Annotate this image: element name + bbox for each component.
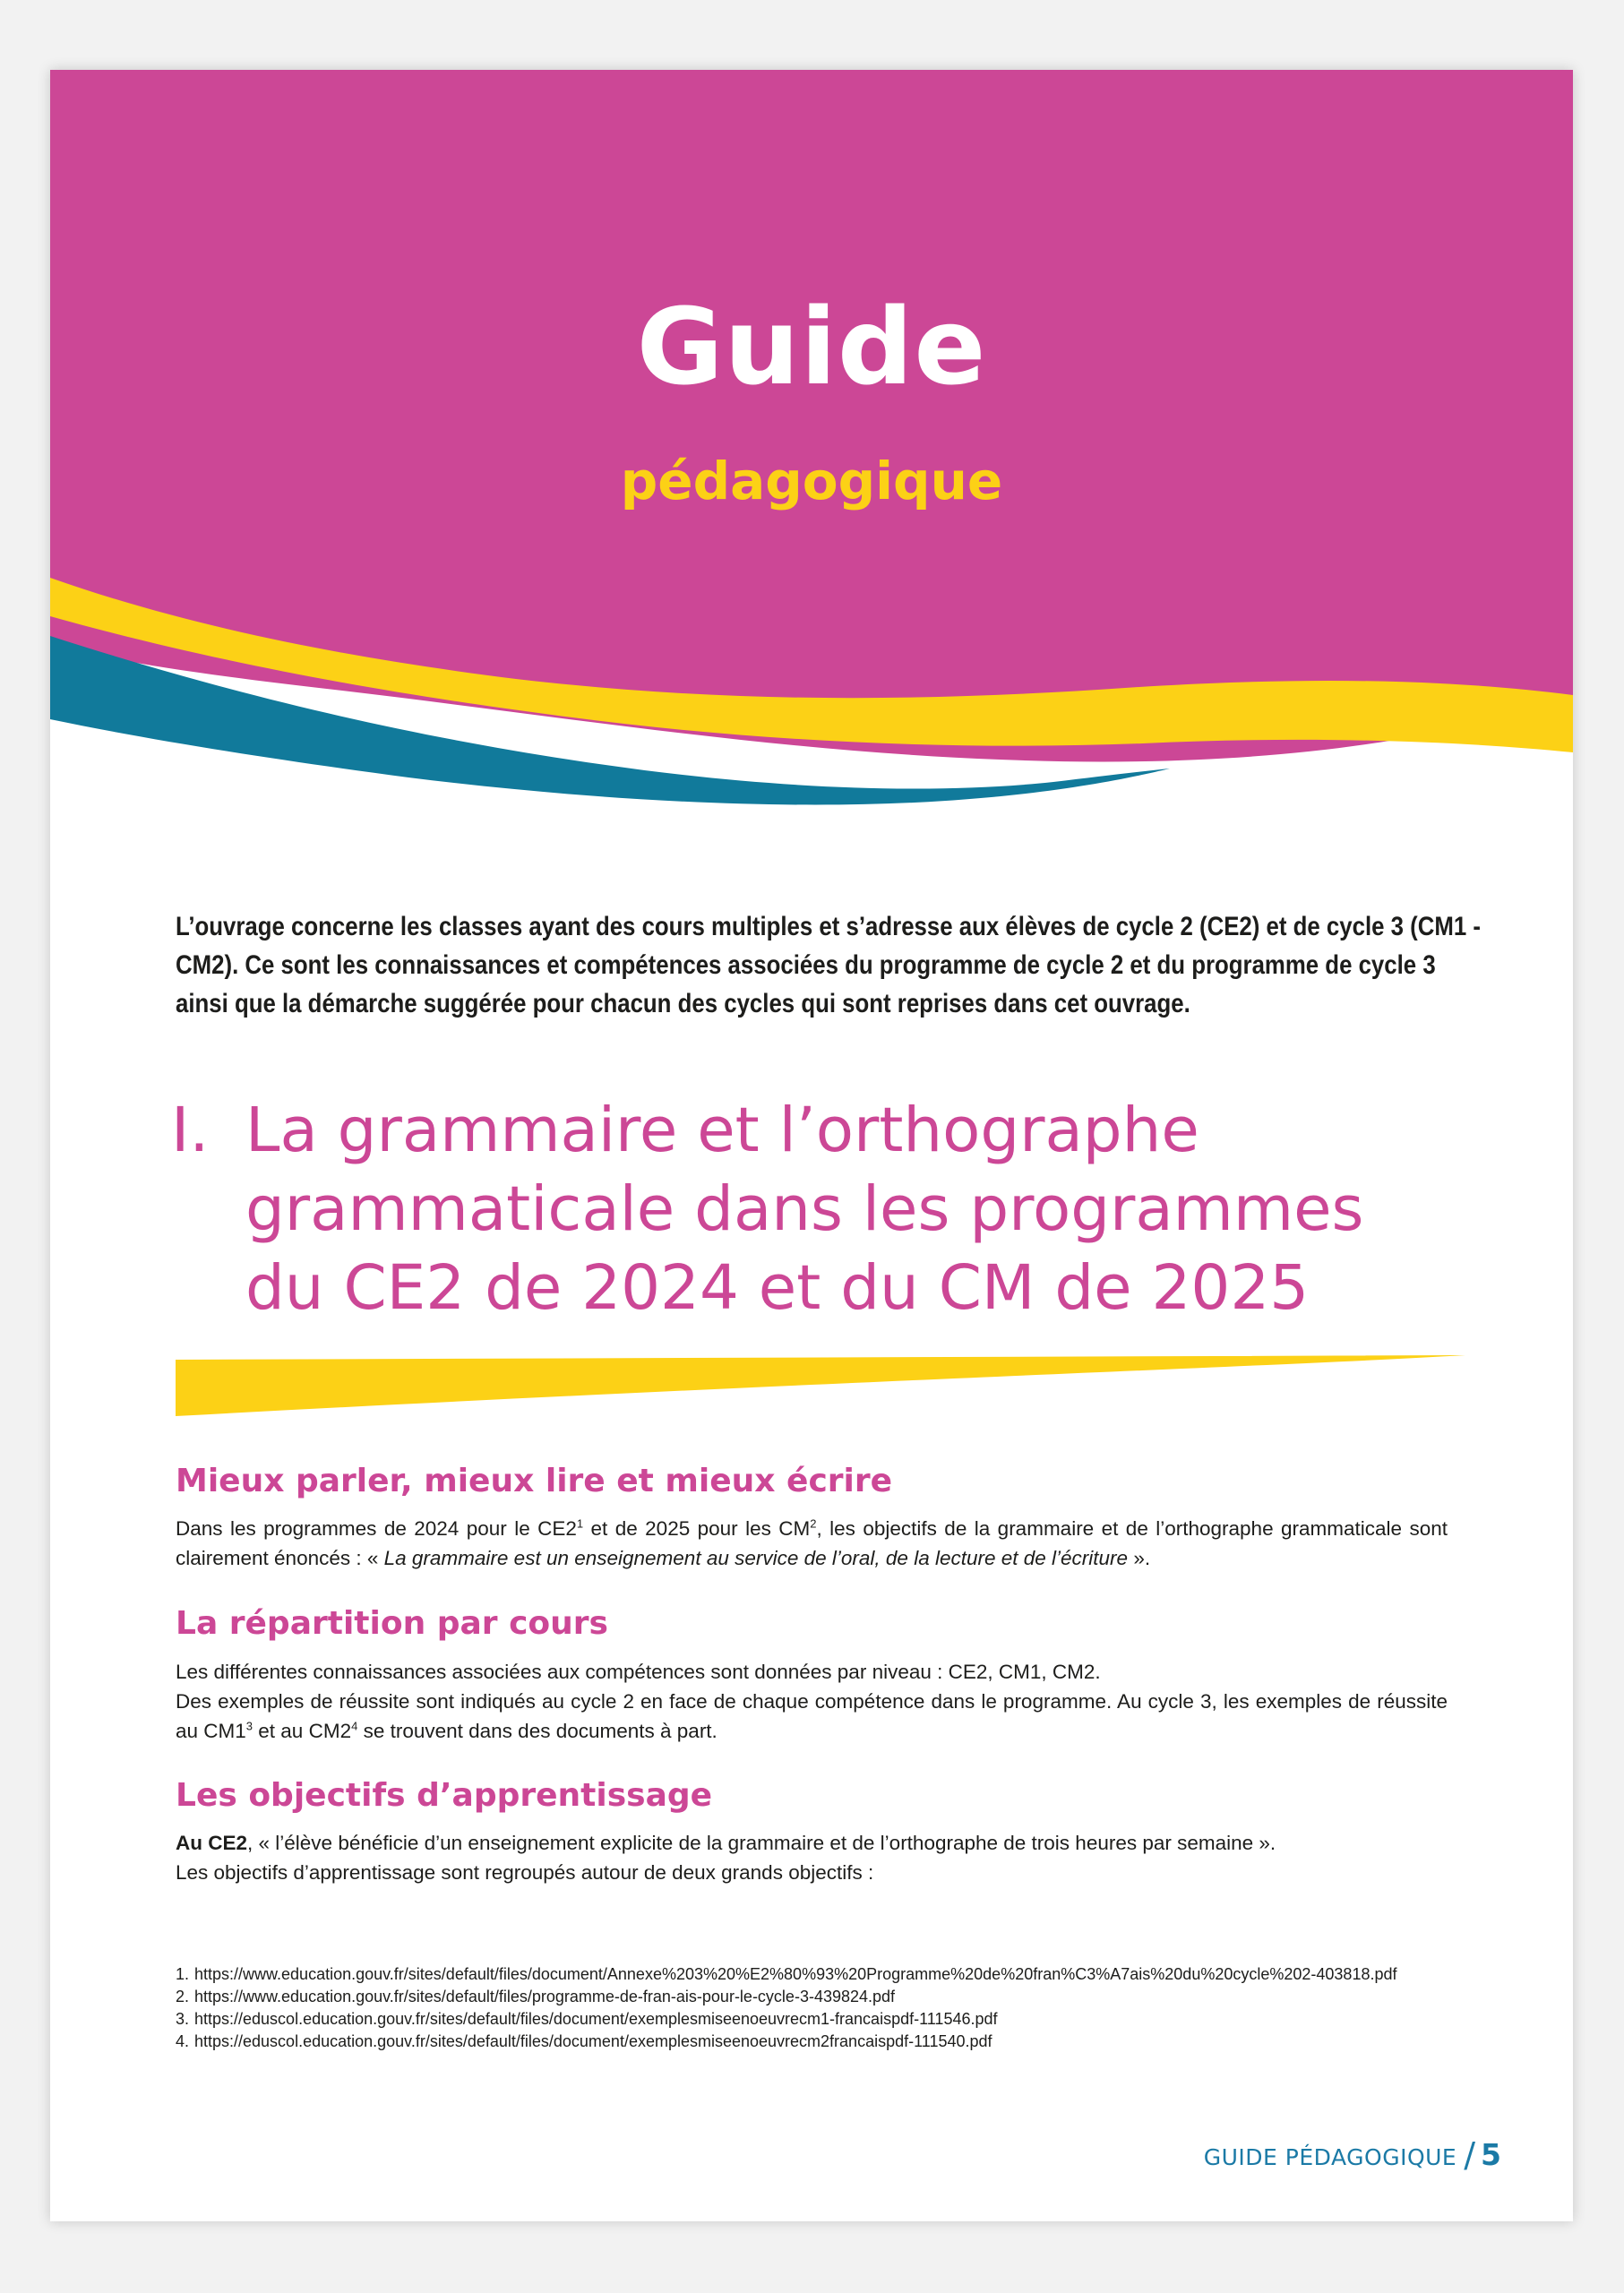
subsection-paragraph-3a: Au CE2, « l’élève bénéficie d’un enseignement explicite de la grammaire et de l’orthographe de trois heures par semaine ». (176, 1832, 1276, 1854)
footnote-link[interactable]: https://www.education.gouv.fr/sites/default/files/document/Annexe%203%20%E2%80%93%20Programme%20de%20fran%C3%A7ais%20du%20cycle%202-403818.pdf (194, 1965, 1397, 1983)
guide-subtitle: pédagogique (620, 451, 1003, 511)
subsection-heading-1: Mieux parler, mieux lire et mieux écrire (176, 1463, 893, 1499)
guide-title: Guide (636, 285, 987, 408)
footnote-link[interactable]: https://eduscol.education.gouv.fr/sites/default/files/document/exemplesmiseenoeuvrecm1-francaispdf-111546.pdf (194, 2010, 998, 2028)
footnote-2[interactable]: 2. https://www.education.gouv.fr/sites/default/files/programme-de-fran-ais-pour-le-cycle-3-439824.pdf (176, 1988, 896, 2005)
footer-label: GUIDE PÉDAGOGIQUE (1203, 2144, 1457, 2170)
footnote-ref-2: 2 (810, 1516, 817, 1531)
subsection-paragraph-3b: Les objectifs d’apprentissage sont regroupés autour de deux grands objectifs : (176, 1861, 874, 1884)
ce2-lead: Au CE2 (176, 1832, 248, 1854)
programme-quote: La grammaire est un enseignement au service de l’oral, de la lecture et de l’écriture (383, 1547, 1129, 1569)
section-title-line-3: du CE2 de 2024 et du CM de 2025 (245, 1252, 1310, 1324)
wave-banner-graphic (50, 70, 1573, 813)
section-title-line-1: La grammaire et l’orthographe (245, 1095, 1199, 1166)
subsection-paragraph-1: Dans les programmes de 2024 pour le $CE2^1$ et de 2025 pour les $CM^2$, les objectifs de la grammaire et de l’orthographe grammaticale sont clairement énoncés : « La grammaire est un enseignement au service de l’oral, de la lecture et de l’écriture ». (176, 1516, 1448, 1569)
subsection-heading-2: La répartition par cours (176, 1605, 608, 1642)
section-title-line-2: grammaticale dans les programmes (245, 1173, 1364, 1245)
footnote-4[interactable]: 4. https://eduscol.education.gouv.fr/sites/default/files/document/exemplesmiseenoeuvrecm2francaispdf-111540.pdf (176, 2032, 992, 2050)
header-banner (50, 70, 1573, 813)
footnote-1[interactable]: 1. https://www.education.gouv.fr/sites/default/files/document/Annexe%203%20%E2%80%93%20Programme%20de%20fran%C3%A7ais%20du%20cycle%202-403818.pdf (176, 1965, 1397, 1983)
intro-paragraph: L’ouvrage concerne les classes ayant des cours multiples et s’adresse aux élèves de cycle 2 (CE2) et de cycle 3 (CM1 - CM2). Ce sont les connaissances et compétences associées du programme de cycle 2 et du programme de cycle 3 ainsi que la démarche suggérée pour chacun des cycles qui sont reprises dans cet ouvrage. (176, 912, 1481, 1018)
yellow-swoosh-divider (176, 1355, 1465, 1418)
footnote-ref-4: 4 (351, 1719, 358, 1733)
subsection-paragraph-2a: Les différentes connaissances associées aux compétences sont données par niveau : CE2, CM1, CM2. (176, 1661, 1101, 1683)
footnote-link[interactable]: https://www.education.gouv.fr/sites/default/files/programme-de-fran-ais-pour-le-cycle-3-439824.pdf (194, 1988, 896, 2005)
footnotes-list (176, 1963, 1465, 2053)
section-title (171, 1091, 1470, 1327)
footnote-ref-1: 1 (576, 1516, 584, 1531)
footnote-ref-3: 3 (245, 1719, 253, 1733)
page-number: 5 (1481, 2137, 1501, 2172)
section-number: I. (171, 1095, 210, 1166)
document-page (50, 70, 1573, 2221)
subsection-paragraph-2b: Des exemples de réussite sont indiqués au cycle 2 en face de chaque compétence dans le programme. Au cycle 3, les exemples de réussite au $CM1^3$ et au $CM2^4$ se trouvent dans des documents à part. (176, 1690, 1448, 1742)
footnote-3[interactable]: 3. https://eduscol.education.gouv.fr/sites/default/files/document/exemplesmiseenoeuvrecm1-francaispdf-111546.pdf (176, 2010, 998, 2028)
footnote-link[interactable]: https://eduscol.education.gouv.fr/sites/default/files/document/exemplesmiseenoeuvrecm2francaispdf-111540.pdf (194, 2032, 992, 2050)
page-footer (1204, 2134, 1501, 2173)
footer-slash-icon: / (1464, 2135, 1476, 2175)
subsection-heading-3: Les objectifs d’apprentissage (176, 1777, 713, 1814)
